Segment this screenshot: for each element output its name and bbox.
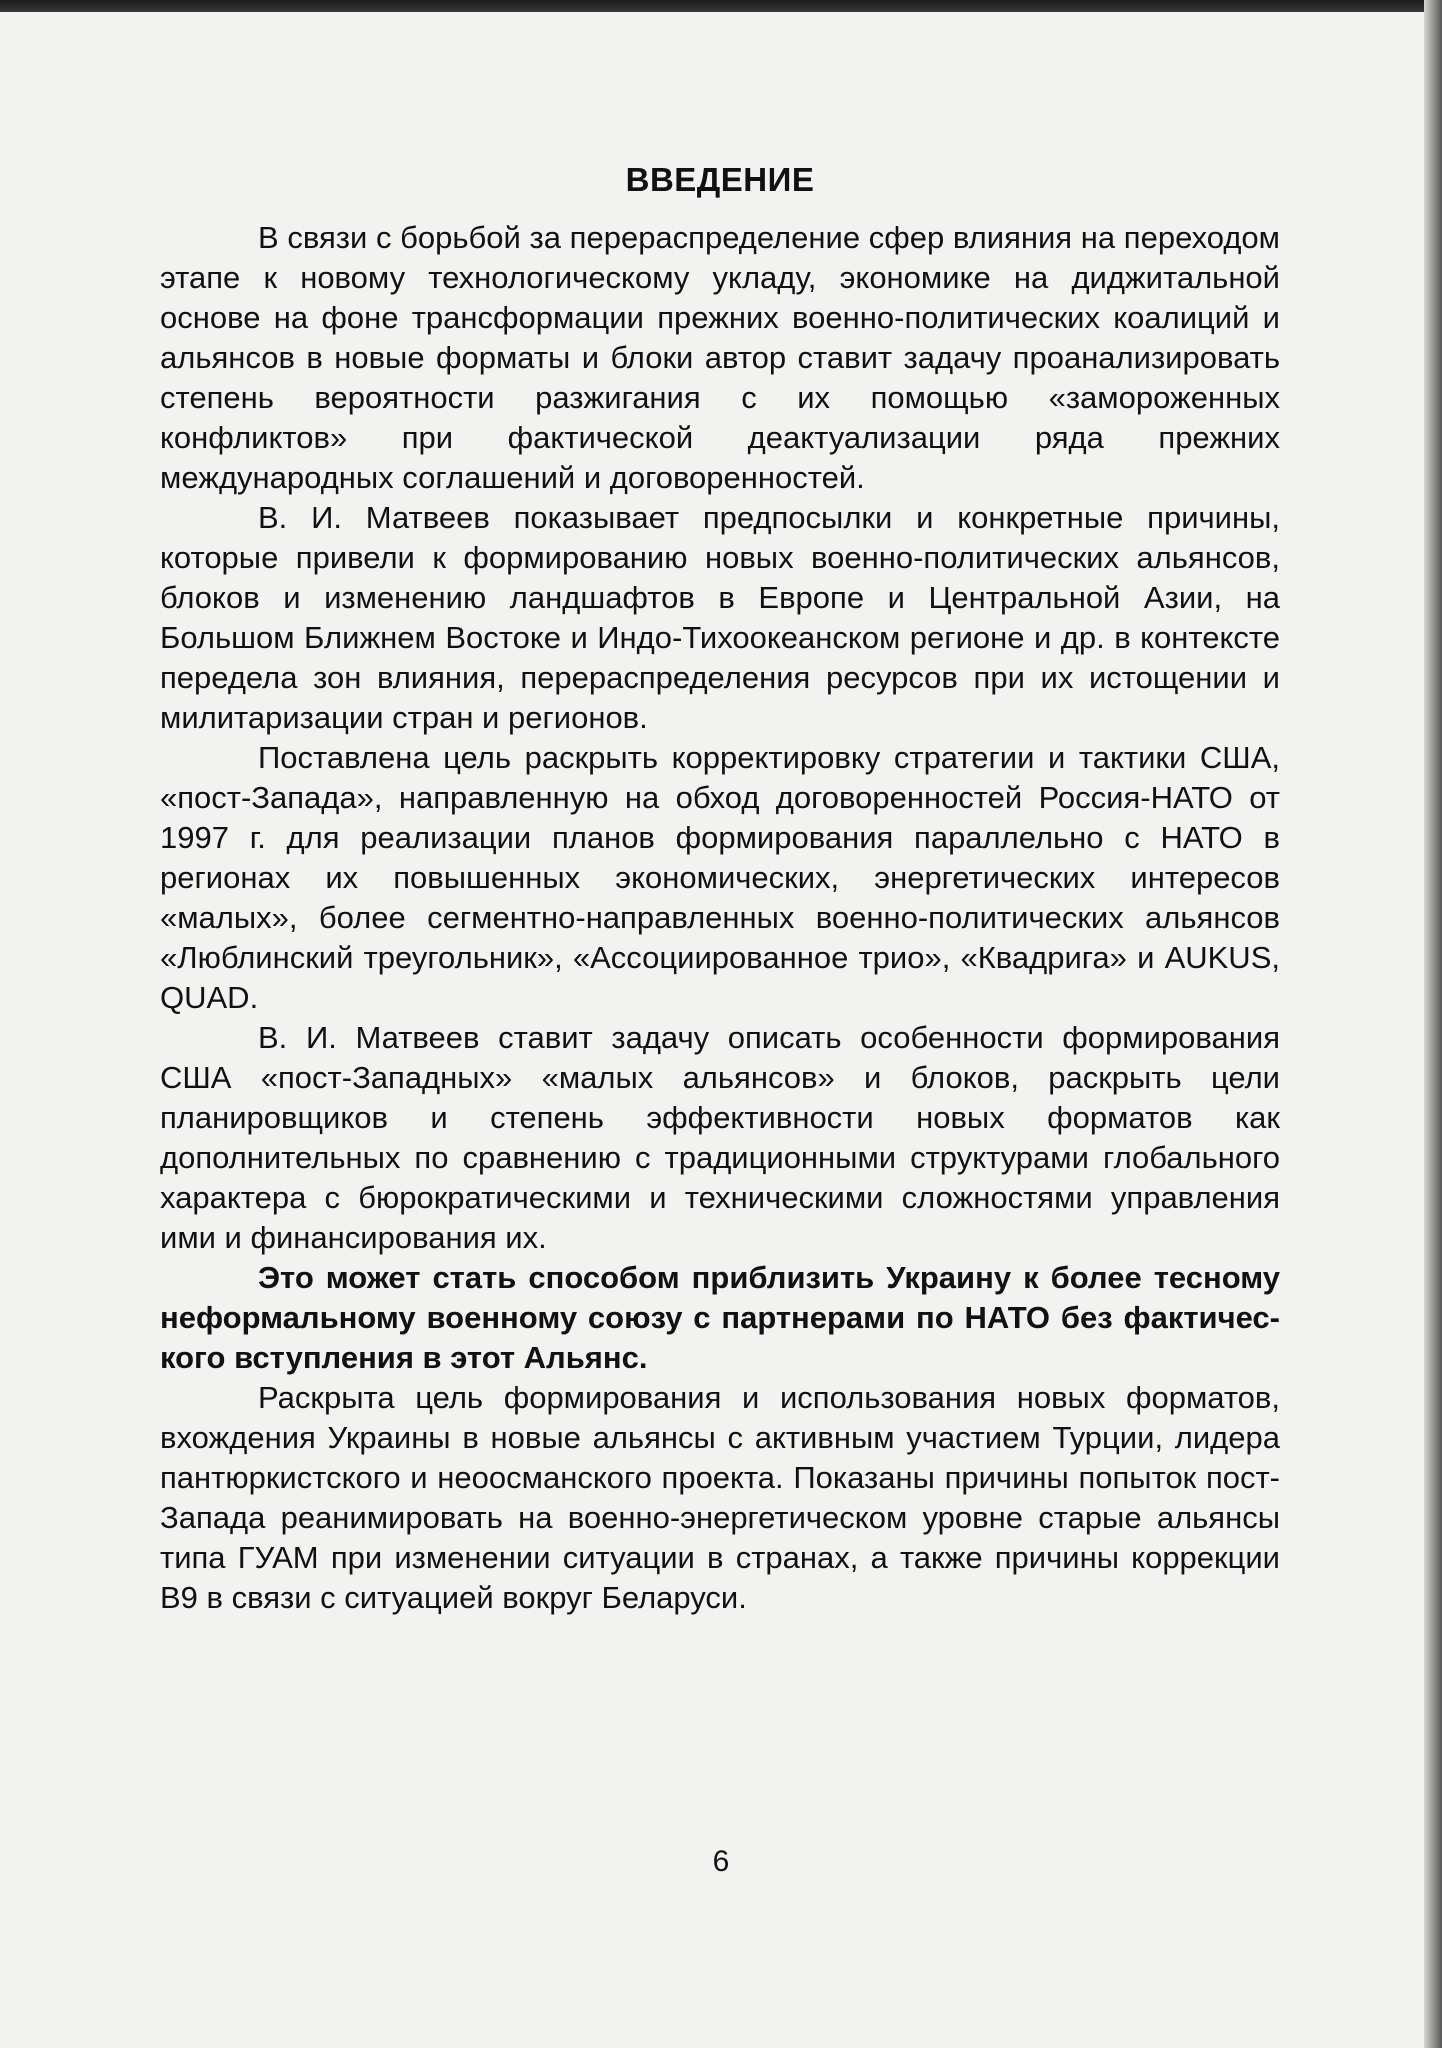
paragraph-4: В. И. Матвеев ставит задачу описать особенности формирования США «пост-Западных» «малых альянсов» и блоков, раскрыть цели планировщиков и степень эффективности новых форматов как дополнительных по сравнению с традиционными структурами глобального характера с бюрократическими и техническими сложностями управления ими и финансирования их. [160,1020,1280,1255]
page-number: 6 [712,1845,730,1878]
page-binding-edge [1424,0,1442,2048]
bold-paragraph: Это может стать способом приблизить Украину к более тесному неформальному военному союзу с партнерами по НАТО без фактичес-кого вступления в этот Альянс. [160,1260,1280,1375]
paragraph-3: Поставлена цель раскрыть корректировку стратегии и тактики США, «пост-Запада», направленную на обход договоренностей Россия-НАТО от 1997 г. для реализации планов формирования параллельно с НАТО в регионах их повышенных экономических, энергетических интересов «малых», более сегментно-направленных военно-политических альянсов «Люблинский треугольник», «Ассоциированное трио», «Квадрига» и AUKUS, QUAD. [160,740,1280,1015]
page-top-edge [0,0,1442,12]
page-content [160,160,1280,1618]
page-title: ВВЕДЕНИЕ [625,161,815,198]
paragraph-1: В связи с борьбой за перераспределение сфер влияния на переходом этапе к новому технологическому укладу, экономике на диджитальной основе на фоне трансформации прежних военно-политических коалиций и альянсов в новые форматы и блоки автор ставит задачу проанализировать степень вероятности разжигания с их помощью «замороженных конфликтов» при фактической деактуализации ряда прежних международных соглашений и договоренностей. [160,220,1280,495]
paragraph-2: В. И. Матвеев показывает предпосылки и конкретные причины, которые привели к формированию новых военно-политических альянсов, блоков и изменению ландшафтов в Европе и Центральной Азии, на Большом Ближнем Востоке и Индо-Тихоокеанском регионе и др. в контексте передела зон влияния, перераспределения ресурсов при их истощении и милитаризации стран и регионов. [160,500,1280,735]
final-paragraph: Раскрыта цель формирования и использования новых форматов, вхождения Украины в новые альянсы с активным участием Турции, лидера пантюркистского и неоосманского проекта. Показаны причины попыток пост-Запада реанимировать на военно-энергетическом уровне старые альянсы типа ГУАМ при изменении ситуации в странах, а также причины коррекции В9 в связи с ситуацией вокруг Беларуси. [160,1380,1280,1615]
